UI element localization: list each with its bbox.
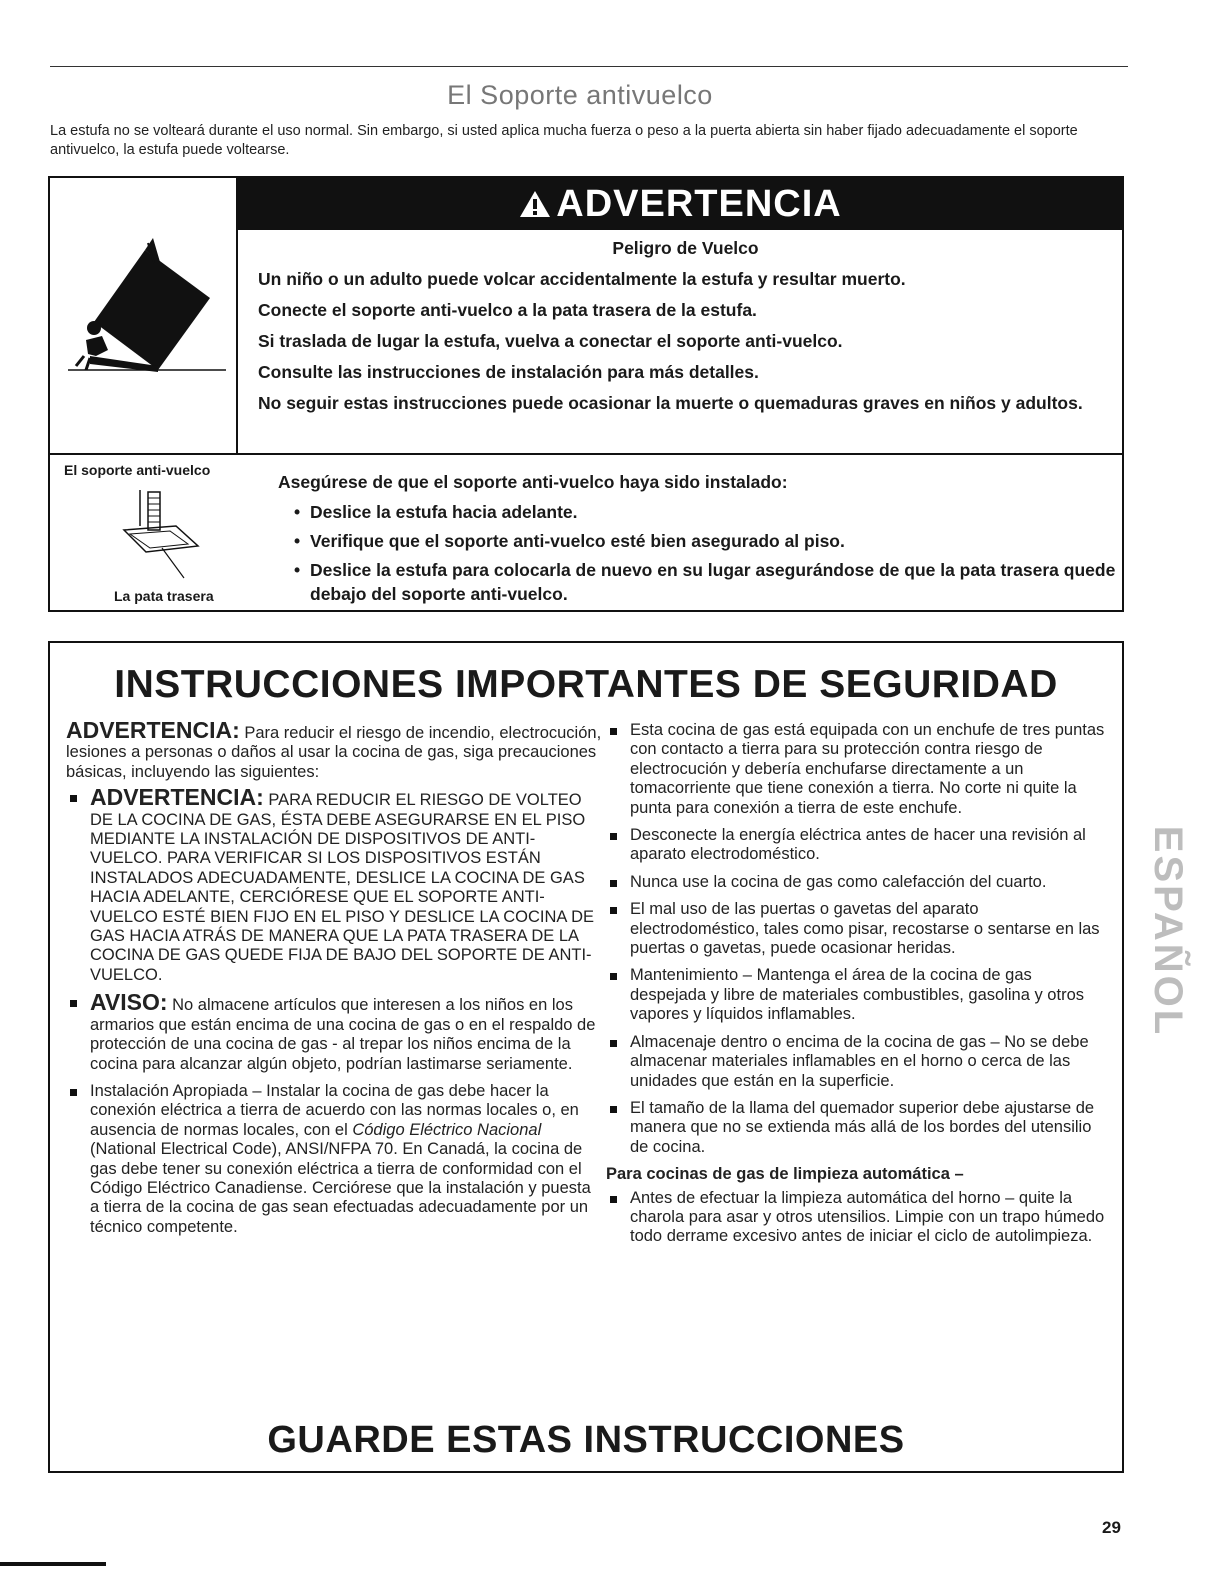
warning-line: Si traslada de lugar la estufa, vuelva a conectar el soporte anti-vuelco. xyxy=(258,331,843,351)
bullet-square-icon xyxy=(610,907,617,914)
safety-item xyxy=(606,826,1106,865)
safety-item-text: Mantenimiento – Mantenga el área de la cocina de gas despejada y libre de materiales combustibles, gasolina y otros vapores y líquidos inflamables. xyxy=(630,966,1084,1024)
warning-line: Consulte las instrucciones de instalación para más detalles. xyxy=(258,362,759,382)
safety-item xyxy=(606,1099,1106,1157)
bullet-square-icon xyxy=(610,1106,617,1113)
safety-intro-text: Para reducir el riesgo de incendio, electrocución, lesiones a personas o daños al usar la cocina de gas, siga precauciones básicas, incluyendo las siguientes: xyxy=(66,724,602,781)
top-rule xyxy=(50,66,1128,67)
bullet-square-icon xyxy=(70,795,77,802)
safety-item-text: Desconecte la energía eléctrica antes de hacer una revisión al aparato electrodoméstico. xyxy=(630,826,1086,864)
bracket-lead: Asegúrese de que el soporte anti-vuelco haya sido instalado: xyxy=(278,472,788,492)
safety-item-label: AVISO: xyxy=(90,989,168,1016)
warning-triangle-icon xyxy=(518,181,552,233)
warning-divider xyxy=(50,453,1122,455)
safety-item xyxy=(606,721,1106,818)
safety-item-label: ADVERTENCIA: xyxy=(90,784,264,811)
warning-subtitle: Peligro de Vuelco xyxy=(612,238,759,258)
safety-item-text: Antes de efectuar la limpieza automática del horno – quite la charola para asar y otros utensilios. Limpie con un trapo húmedo todo derrame excesivo antes de iniciar el ciclo de autolimpieza. xyxy=(630,1188,1105,1246)
safety-intro-label: ADVERTENCIA: xyxy=(66,717,240,743)
safety-item xyxy=(606,1033,1106,1091)
bullet-square-icon xyxy=(70,1000,77,1007)
bullet-square-icon xyxy=(610,973,617,980)
safety-item xyxy=(606,966,1106,1024)
install-code-name: Código Eléctrico Nacional xyxy=(352,1120,542,1139)
safety-item xyxy=(66,989,604,1074)
rear-leg-caption: La pata trasera xyxy=(114,588,214,604)
page-number: 29 xyxy=(1102,1518,1121,1537)
bracket-caption: El soporte anti-vuelco xyxy=(64,462,211,478)
footer-bar xyxy=(0,1562,106,1566)
warning-header-label: ADVERTENCIA xyxy=(556,183,842,225)
bracket-instructions xyxy=(278,470,1118,611)
section-title: El Soporte antivuelco xyxy=(447,80,713,110)
install-text: (National Electrical Code), ANSI/NFPA 70. En Canadá, la cocina de gas debe tener su conexión eléctrica a tierra de conformidad con el Código Eléctrico Canadiense. Cerciórese que la instalación y puesta a tierra de la cocina de gas sean efectuadas adecuadamente por un técnico competente. xyxy=(90,1140,591,1236)
warning-header xyxy=(238,178,1122,230)
safety-instructions-box xyxy=(48,641,1124,1473)
safety-item xyxy=(606,1189,1106,1247)
warning-line: No seguir estas instrucciones puede ocasionar la muerte o quemaduras graves en niños y adultos. xyxy=(258,393,1083,413)
safety-item xyxy=(66,784,604,985)
warning-line: Un niño o un adulto puede volcar accidentalmente la estufa y resultar muerto. xyxy=(258,269,906,289)
language-side-tab xyxy=(1146,806,1191,1056)
safety-item-text: El tamaño de la llama del quemador superior debe ajustarse de manera que no se extienda más allá de los bordes del utensilio de cocina. xyxy=(630,1098,1095,1156)
safety-item-text: Nunca use la cocina de gas como calefacción del cuarto. xyxy=(630,872,1047,891)
safety-right-column xyxy=(606,721,1106,1255)
bracket-step: • Verifique que el soporte anti-vuelco esté bien asegurado al piso. xyxy=(294,529,1118,553)
safety-intro xyxy=(66,717,604,782)
safety-item-text: El mal uso de las puertas o gavetas del aparato electrodoméstico, tales como pisar, recostarse o sentarse en las puertas o gavetas, puede ocasionar heridas. xyxy=(630,900,1100,958)
bullet-square-icon xyxy=(70,1089,77,1096)
safety-item xyxy=(606,873,1106,892)
bracket-step: • Deslice la estufa hacia adelante. xyxy=(294,500,1118,524)
tipping-range-icon xyxy=(50,178,236,453)
warning-line: Conecte el soporte anti-vuelco a la pata trasera de la estufa. xyxy=(258,300,757,320)
safety-item-text: Esta cocina de gas está equipada con un enchufe de tres puntas con contacto a tierra para su protección contra riesgo de electrocución y debería enchufarse directamente a un tomacorriente que tiene conexión a tierra. No corte ni quite la punta para conexión a tierra de este enchufe. xyxy=(630,721,1105,817)
bullet-square-icon xyxy=(610,833,617,840)
self-clean-heading: Para cocinas de gas de limpieza automática – xyxy=(606,1165,964,1184)
save-instructions-footer: GUARDE ESTAS INSTRUCCIONES xyxy=(267,1419,905,1461)
safety-item-text: No almacene artículos que interesen a los niños en los armarios que están encima de una cocina de gas o en el respaldo de protección de una cocina de gas - al trepar los niños encima de la cocina para alcanzar algún objeto, podrían lastimarse seriamente. xyxy=(90,996,596,1073)
tip-over-illustration xyxy=(50,178,238,453)
safety-item-text: Almacenaje dentro o encima de la cocina de gas – No se debe almacenar materiales inflamables en el horno o cerca de las unidades que están en la superficie. xyxy=(630,1032,1089,1090)
safety-item xyxy=(606,900,1106,958)
tip-over-warning-box xyxy=(48,176,1124,612)
safety-title: INSTRUCCIONES IMPORTANTES DE SEGURIDAD xyxy=(114,663,1058,706)
bullet-square-icon xyxy=(610,880,617,887)
safety-item-text: PARA REDUCIR EL RIESGO DE VOLTEO DE LA COCINA DE GAS, ÉSTA DEBE ASEGURARSE EN EL PISO MEDIANTE LA INSTALACIÓN DE DISPOSITIVOS DE ANTI-VUELCO. PARA VERIFICAR SI LOS DISPOSITIVOS ESTÁN INSTALADOS ADECUADAMENTE, DESLICE LA COCINA DE GAS HACIA ADELANTE, CERCIÓRESE QUE EL SOPORTE ANTI-VUELCO ESTÉ BIEN FIJO EN EL PISO Y DESLICE LA COCINA DE GAS HACIA ATRÁS DE MANERA QUE LA PATA TRASERA DE LA COCINA DE GAS QUEDE FIJA DE BAJO DEL SOPORTE DE ANTI-VUELCO. xyxy=(90,791,595,984)
bracket-step: • Deslice la estufa para colocarla de nuevo en su lugar asegurándose de que la pata trasera quede debajo del soporte anti-vuelco. xyxy=(294,558,1118,606)
bullet-square-icon xyxy=(610,728,617,735)
install-text: Instalación Apropiada – Instalar la cocina de gas debe hacer la conexión eléctrica a tierra de acuerdo con las normas locales o, en ausencia de normas locales, con el xyxy=(90,1081,579,1139)
safety-left-column xyxy=(66,717,604,1245)
language-side-tab-label: ESPAÑOL xyxy=(1146,825,1191,1037)
intro-paragraph: La estufa no se volteará durante el uso normal. Sin embargo, si usted aplica mucha fuerza o peso a la puerta abierta sin haber fijado adecuadamente el soporte antivuelco, la estufa puede voltearse. xyxy=(50,123,1078,158)
warning-body xyxy=(258,238,1113,422)
bullet-square-icon xyxy=(610,1040,617,1047)
safety-item xyxy=(66,1082,604,1237)
anti-tip-bracket-icon xyxy=(106,486,226,586)
bullet-square-icon xyxy=(610,1196,617,1203)
